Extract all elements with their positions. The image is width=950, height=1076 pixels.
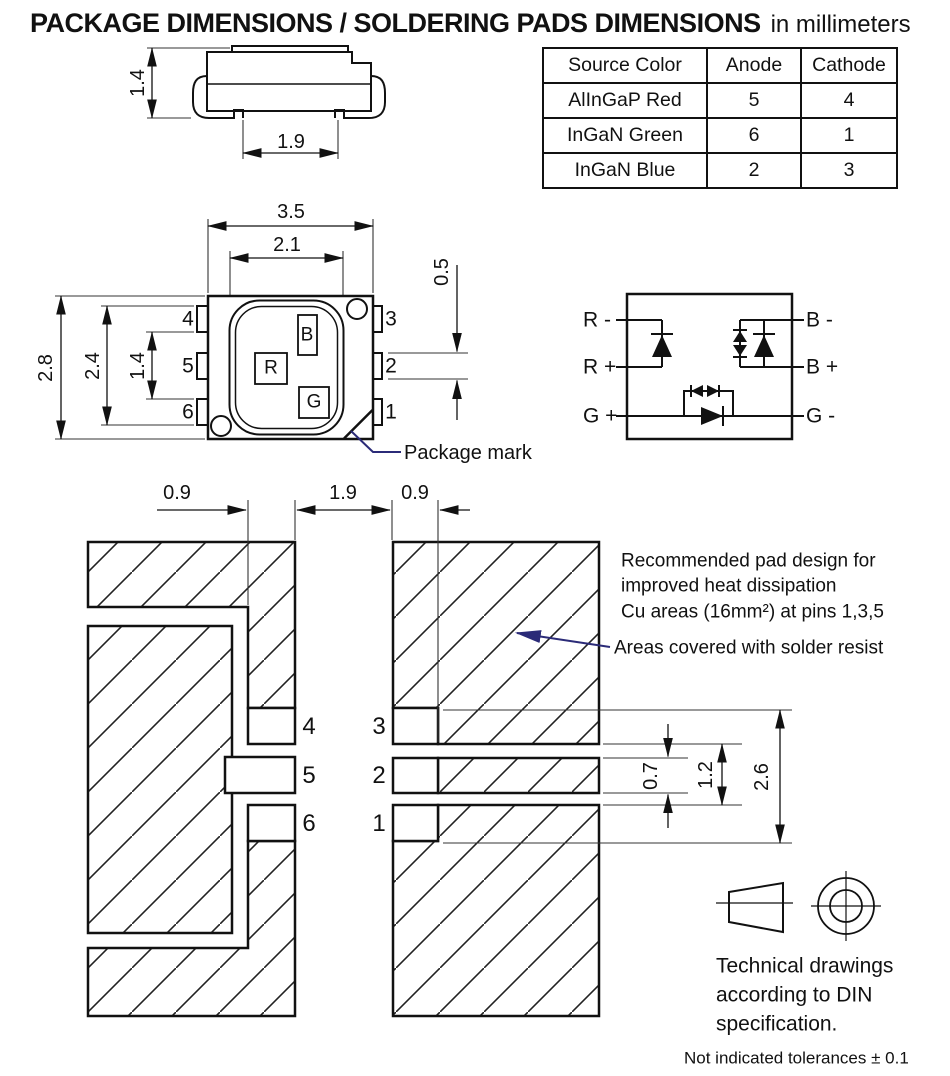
solder-pad-4 [248,708,295,744]
dim-label-body-width: 3.5 [277,201,305,223]
cell-anode: 5 [707,83,801,118]
table-header-row [543,48,897,83]
pin-number-3: 3 [385,307,397,331]
cell-anode: 2 [707,153,801,188]
dim-label-lead-gap: 1.4 [127,352,149,380]
terminal-g-plus: G + [583,404,618,428]
pad-design-note-line: improved heat dissipation [621,575,837,597]
table-row [543,153,897,188]
pin-stub-3 [373,306,382,332]
copper-area-pin5-cu [88,626,232,933]
table-row [543,83,897,118]
dim-label-lead-span: 2.4 [82,352,104,380]
dim-label-height: 1.4 [127,69,149,97]
terminal-b-plus: B + [806,355,839,379]
col-header-cathode: Cathode [801,48,897,83]
cell-source-color: InGaN Blue [543,153,707,188]
pad-number-2: 2 [372,762,386,789]
pin-stub-1 [373,399,382,425]
pinout-table [542,47,898,189]
solder-pad-2 [393,758,438,793]
solder-pad-1 [393,805,438,841]
title-unit-note: in millimeters [770,11,911,38]
dim-label-pad-width-left: 0.9 [163,482,191,504]
tolerance-note: Not indicated tolerances ± 0.1 [684,1048,909,1068]
dim-label-foot-span: 1.9 [277,131,305,153]
pin-number-1: 1 [385,400,397,424]
pin-number-6: 6 [182,400,194,424]
top-view-drawing [55,219,468,452]
dim-label-pads-span: 2.6 [751,763,773,791]
corner-hole [211,416,231,436]
col-header-anode: Anode [707,48,801,83]
dim-label-pad-gap-span: 1.2 [695,761,717,789]
dim-label-pad2-height: 0.7 [640,762,662,790]
cell-source-color: AlInGaP Red [543,83,707,118]
pad-number-5: 5 [302,762,316,789]
cell-cathode: 4 [801,83,897,118]
cell-cathode: 1 [801,118,897,153]
chip-label-green: G [306,391,322,413]
din-projection-symbols [716,871,881,941]
pad-number-4: 4 [302,713,316,740]
dim-label-cavity-width: 2.1 [273,234,301,256]
din-note-line: specification. [716,1012,838,1036]
dim-label-body-height: 2.8 [35,354,57,382]
pin-number-5: 5 [182,354,194,378]
circuit-diagram [616,294,804,439]
first-angle-cone-icon [729,883,783,932]
title-main: PACKAGE DIMENSIONS / SOLDERING PADS DIMENSIONS [30,8,761,38]
package-side-body [207,52,371,111]
pad-number-3: 3 [372,713,386,740]
solder-pad-5 [225,757,295,793]
cell-cathode: 3 [801,153,897,188]
pad-design-note-line: Recommended pad design for [621,550,876,572]
pin-stub-4 [197,306,208,332]
page-title [30,8,911,39]
chip-label-blue: B [300,324,314,346]
dim-label-center-gap: 1.9 [329,482,357,504]
pad-number-6: 6 [302,810,316,837]
pad-number-1: 1 [372,810,386,837]
pin-number-4: 4 [182,307,194,331]
din-note-line: Technical drawings [716,954,894,978]
package-mark-label: Package mark [404,442,532,464]
table-row [543,118,897,153]
pin-stub-5 [197,353,208,379]
terminal-g-minus: G - [806,404,836,428]
cell-anode: 6 [707,118,801,153]
copper-area-pin2 [438,758,599,793]
terminal-r-plus: R + [583,355,617,379]
pin-stub-6 [197,399,208,425]
terminal-b-minus: B - [806,308,833,332]
solder-pad-6 [248,805,295,841]
col-header-source-color: Source Color [543,48,707,83]
din-note-line: according to DIN [716,983,873,1007]
solder-pad-3 [393,708,438,744]
cell-source-color: InGaN Green [543,118,707,153]
chip-label-red: R [264,357,278,379]
pin-number-2: 2 [385,354,397,378]
dim-label-pad-width-right: 0.9 [401,482,429,504]
dim-label-lead-width: 0.5 [431,258,453,286]
pin-stub-2 [373,353,382,379]
terminal-r-minus: R - [583,308,611,332]
side-view-drawing [147,46,385,159]
pad-design-note-line: Cu areas (16mm²) at pins 1,3,5 [621,601,884,623]
solder-resist-label: Areas covered with solder resist [614,637,884,659]
corner-hole [347,299,367,319]
